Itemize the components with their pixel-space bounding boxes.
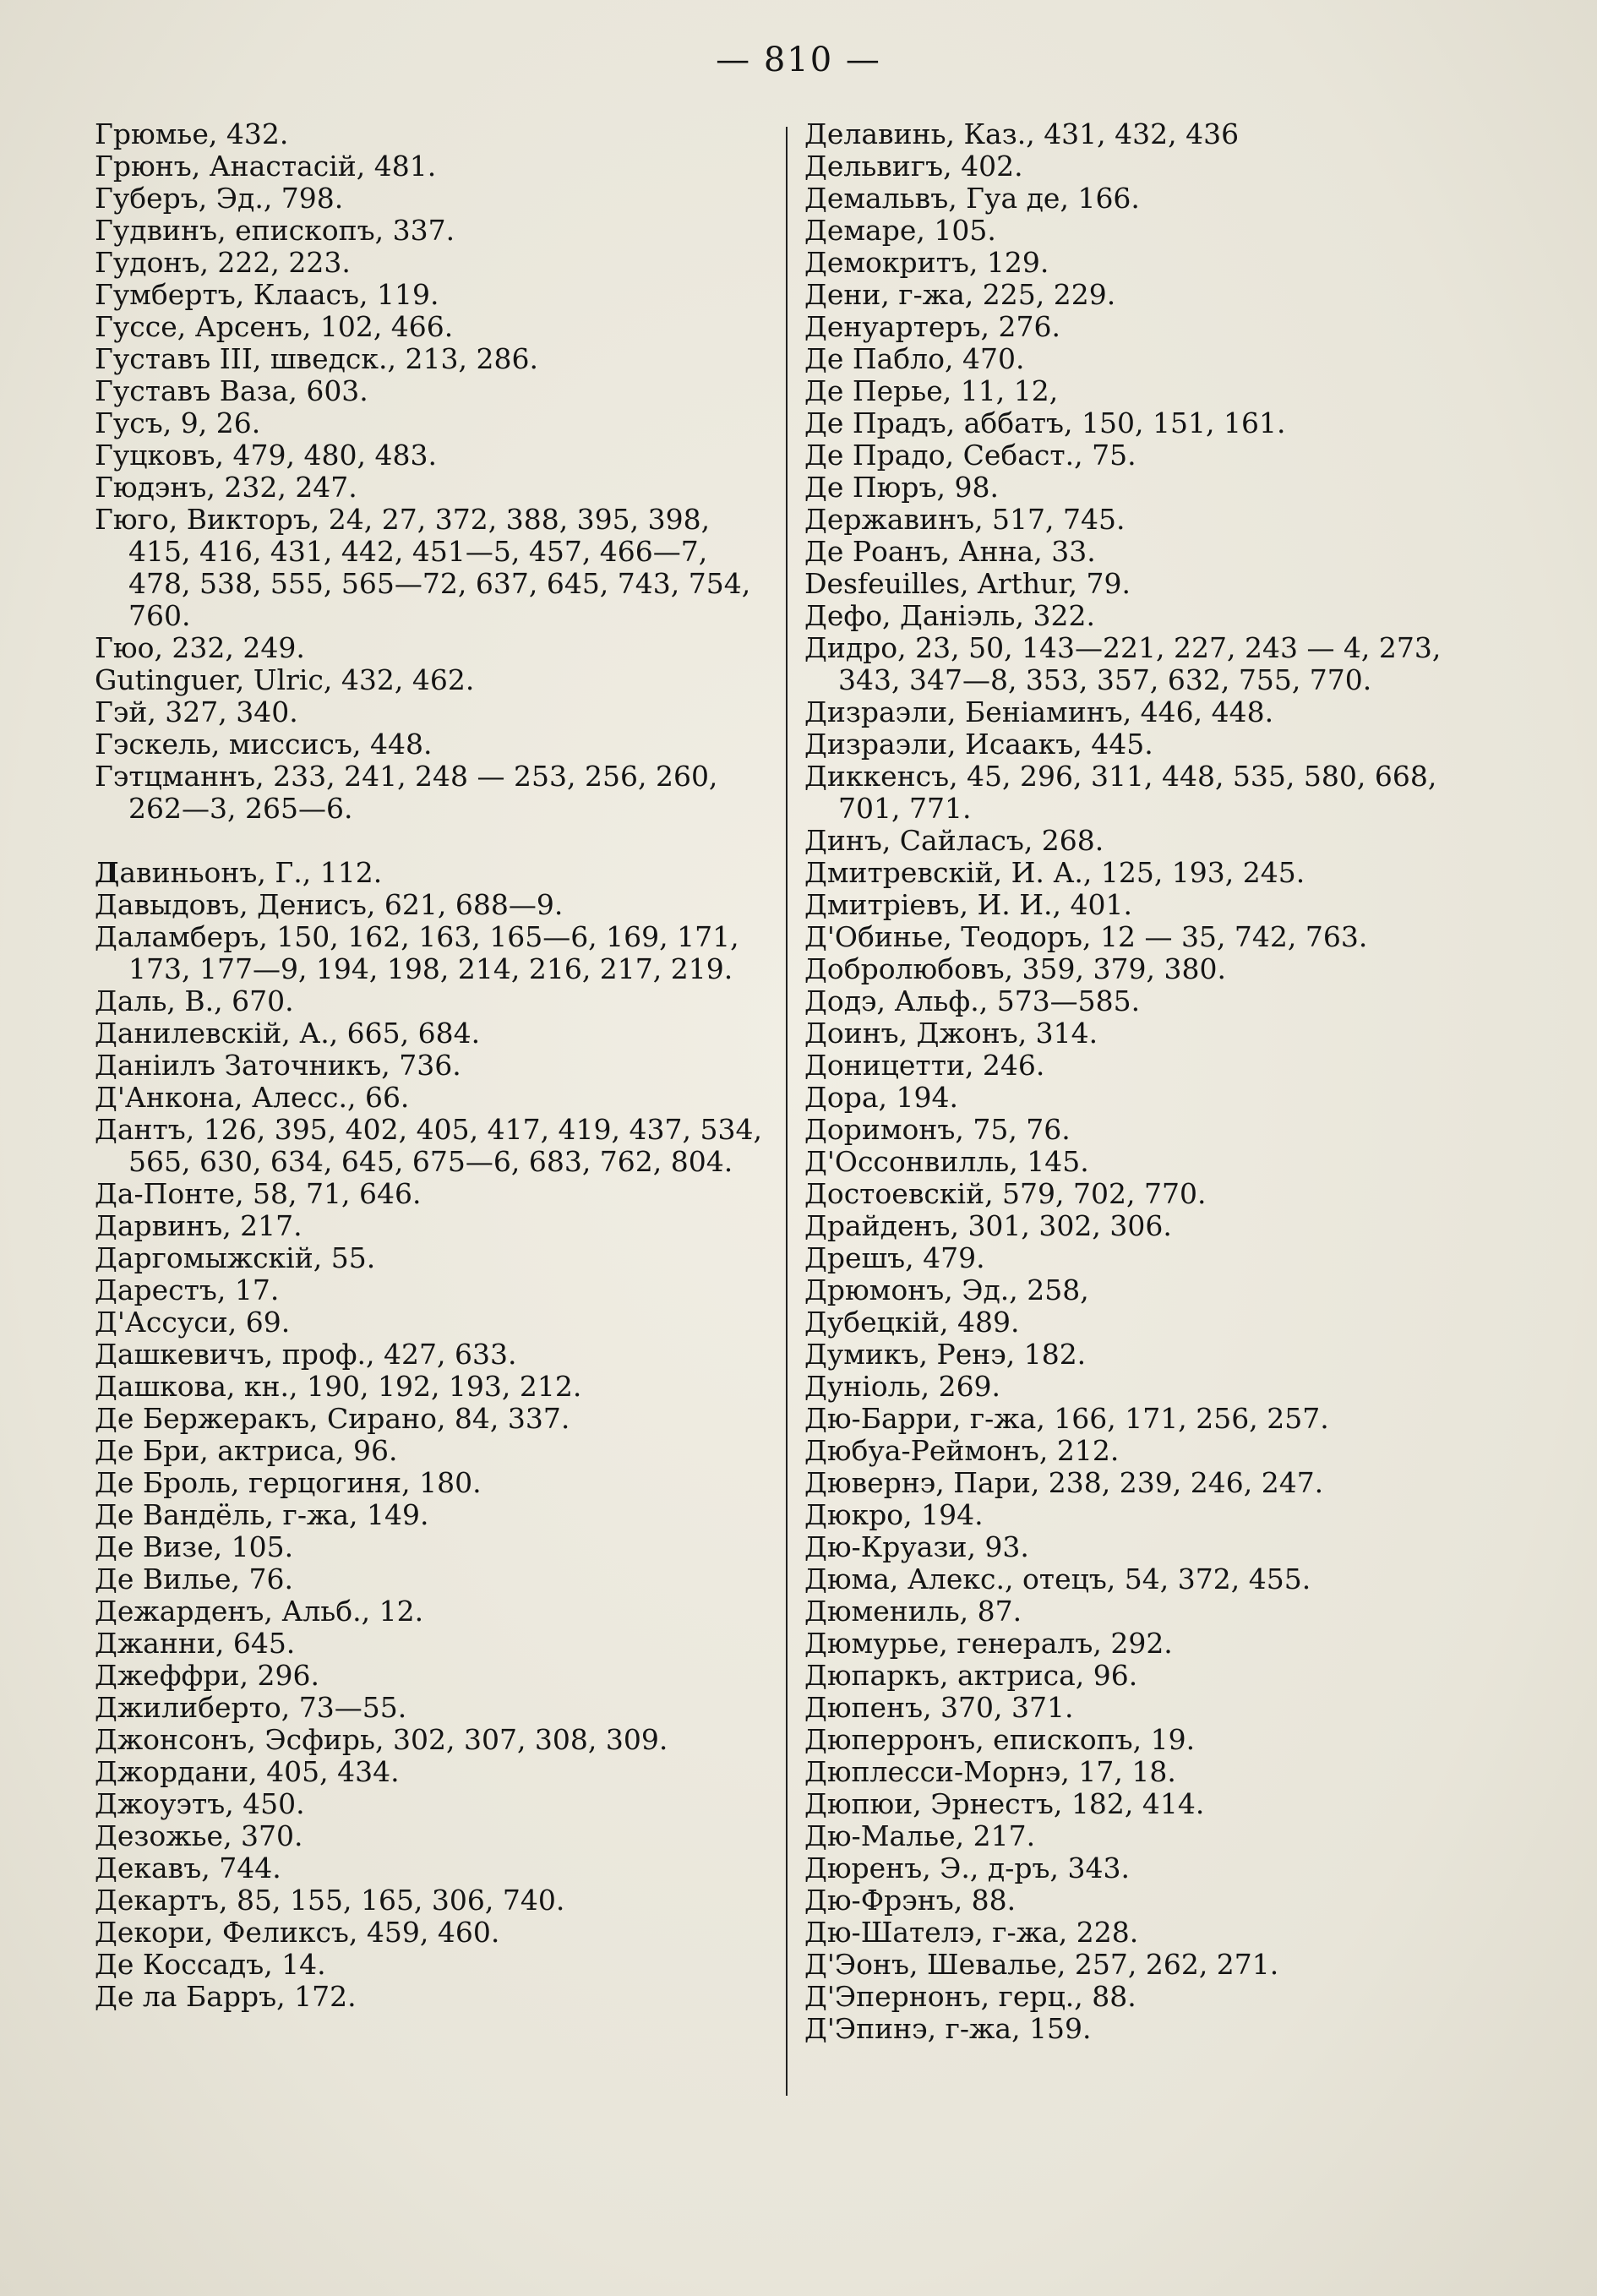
index-entry-text: Дю-Малье, 217. xyxy=(804,1819,1036,1852)
index-entry xyxy=(804,600,1506,632)
index-entry xyxy=(804,407,1506,439)
index-entry xyxy=(95,1724,771,1756)
index-entry-text: Демальвъ, Гуа де, 166. xyxy=(804,182,1140,215)
index-entry-text: Гэй, 327, 340. xyxy=(95,695,298,728)
index-entry-text: Дю-Круази, 93. xyxy=(804,1530,1029,1563)
index-entry-text: Губеръ, Эд., 798. xyxy=(95,182,344,215)
index-entry xyxy=(804,1082,1506,1114)
index-entry xyxy=(804,857,1506,889)
index-entry xyxy=(95,1371,771,1403)
index-entry-text: Дарвинъ, 217. xyxy=(95,1209,303,1242)
index-entry-text: Дюбуа-Реймонъ, 212. xyxy=(804,1434,1120,1467)
index-entry xyxy=(95,1050,771,1082)
index-entry-text: Дюмурье, генералъ, 292. xyxy=(804,1627,1173,1660)
index-entry xyxy=(804,1306,1506,1339)
index-entry xyxy=(804,215,1506,247)
index-entry-text: Думикъ, Ренэ, 182. xyxy=(804,1338,1087,1371)
index-entry xyxy=(95,343,771,375)
index-entry-text: Добролюбовъ, 359, 379, 380. xyxy=(804,952,1226,985)
index-entry xyxy=(804,1981,1506,2013)
index-entry xyxy=(95,1017,771,1050)
index-entry xyxy=(95,632,771,664)
index-entry-text: Д'Оссонвилль, 145. xyxy=(804,1145,1089,1178)
index-entry xyxy=(804,985,1506,1017)
index-entry xyxy=(95,1210,771,1242)
index-entry-text: Дефо, Даніэль, 322. xyxy=(804,599,1095,632)
index-entry xyxy=(95,1306,771,1339)
index-entry xyxy=(804,279,1506,311)
index-entry xyxy=(95,1595,771,1628)
index-entry xyxy=(95,1660,771,1692)
index-entry-text: Дмитревскій, И. А., 125, 193, 245. xyxy=(804,856,1305,889)
index-entry-text: Д'Обинье, Теодоръ, 12 — 35, 742, 763. xyxy=(804,920,1368,953)
index-entry-text: Густавъ Ваза, 603. xyxy=(95,374,368,407)
index-entry-text: Дю-Шателэ, г-жа, 228. xyxy=(804,1916,1139,1949)
index-entry-text: Джилиберто, 73—55. xyxy=(95,1691,407,1724)
index-entry xyxy=(95,1981,771,2013)
index-entry-text: Гудвинъ, епископъ, 337. xyxy=(95,214,455,247)
index-entry-text: Дезожье, 370. xyxy=(95,1819,303,1852)
index-entry-text: Дидро, 23, 50, 143—221, 227, 243 — 4, 273, 343, 347—8, 353, 357, 632, 755, 770. xyxy=(804,631,1442,696)
index-entry-text: Грюнъ, Анастасій, 481. xyxy=(95,150,437,183)
index-entry-text: Грюмье, 432. xyxy=(95,117,289,150)
index-entry-text: Декартъ, 85, 155, 165, 306, 740. xyxy=(95,1884,565,1917)
index-entry xyxy=(95,1499,771,1531)
column-divider xyxy=(786,127,788,2096)
index-entry-text: Гуссе, Арсенъ, 102, 466. xyxy=(95,310,454,343)
index-entry xyxy=(804,1371,1506,1403)
index-entry xyxy=(95,150,771,183)
index-entry xyxy=(95,504,771,632)
index-entry-text: Джоуэтъ, 450. xyxy=(95,1787,305,1820)
index-entry-text: Доницетти, 246. xyxy=(804,1049,1045,1082)
index-entry-text: Дюма, Алекс., отецъ, 54, 372, 455. xyxy=(804,1562,1311,1595)
index-entry xyxy=(804,439,1506,472)
index-entry xyxy=(804,728,1506,761)
index-entry-text: Де ла Барръ, 172. xyxy=(95,1980,357,2013)
index-entry-text: Де Перье, 11, 12, xyxy=(804,374,1059,407)
index-entry-text: Д'Анкона, Алесс., 66. xyxy=(95,1081,410,1114)
index-entry xyxy=(95,1628,771,1660)
index-entry xyxy=(95,696,771,728)
index-entry xyxy=(804,632,1506,696)
page-number: — 810 — xyxy=(716,41,881,79)
index-entry xyxy=(804,1050,1506,1082)
index-entry-text: Денуартеръ, 276. xyxy=(804,310,1060,343)
index-entry-text: авиньонъ, Г., 112. xyxy=(119,856,383,889)
index-entry-text: Доримонъ, 75, 76. xyxy=(804,1113,1071,1146)
index-entry-text: Джордани, 405, 434. xyxy=(95,1755,400,1788)
index-entry-text: Дю-Фрэнъ, 88. xyxy=(804,1884,1017,1917)
index-entry-text: Джеффри, 296. xyxy=(95,1659,319,1692)
index-entry-text: Де Роанъ, Анна, 33. xyxy=(804,535,1096,568)
section-gap xyxy=(95,825,771,857)
index-entry xyxy=(804,1917,1506,1949)
index-entry-text: Де Прадо, Себаст., 75. xyxy=(804,439,1136,472)
index-entry xyxy=(95,407,771,439)
index-entry xyxy=(95,1242,771,1274)
index-entry xyxy=(804,1692,1506,1724)
index-entry-text: Д'Эонъ, Шевалье, 257, 262, 271. xyxy=(804,1948,1279,1981)
index-entry xyxy=(95,889,771,921)
index-entry-text: Дмитріевъ, И. И., 401. xyxy=(804,888,1132,921)
index-entry xyxy=(804,1499,1506,1531)
index-entry-text: Дюплесси-Морнэ, 17, 18. xyxy=(804,1755,1176,1788)
index-entry xyxy=(95,1467,771,1499)
index-entry-text: Демаре, 105. xyxy=(804,214,996,247)
index-entry-text: Де Пабло, 470. xyxy=(804,342,1025,375)
index-entry-text: Гюдэнъ, 232, 247. xyxy=(95,471,357,504)
index-entry xyxy=(95,279,771,311)
index-entry xyxy=(804,1146,1506,1178)
index-entry xyxy=(95,1756,771,1788)
index-entry xyxy=(804,921,1506,953)
index-entry-text: Gutinguer, Ulric, 432, 462. xyxy=(95,663,475,696)
index-entry-text: Дюпюи, Эрнестъ, 182, 414. xyxy=(804,1787,1205,1820)
index-entry xyxy=(804,343,1506,375)
index-entry xyxy=(95,728,771,761)
index-entry-text: Диккенсъ, 45, 296, 311, 448, 535, 580, 668, 701, 771. xyxy=(804,760,1437,825)
index-entry-text: Данилевскій, А., 665, 684. xyxy=(95,1017,481,1050)
index-entry-text: Гумбертъ, Клаасъ, 119. xyxy=(95,278,439,311)
index-entry xyxy=(95,1852,771,1884)
index-entry xyxy=(95,1531,771,1563)
index-entry-text: Дюмениль, 87. xyxy=(804,1595,1022,1628)
index-entry xyxy=(804,1884,1506,1917)
index-entry-text: Де Прадъ, аббатъ, 150, 151, 161. xyxy=(804,406,1286,439)
index-entry-text: Даламберъ, 150, 162, 163, 165—6, 169, 171, 173, 177—9, 194, 198, 214, 216, 217, 219. xyxy=(95,920,739,985)
index-entry xyxy=(804,1242,1506,1274)
index-entry xyxy=(95,1692,771,1724)
index-entry xyxy=(95,1563,771,1595)
index-entry-text: Дюпаркъ, актриса, 96. xyxy=(804,1659,1138,1692)
index-entry-text: Desfeuilles, Arthur, 79. xyxy=(804,567,1131,600)
index-entry xyxy=(804,696,1506,728)
index-entry xyxy=(804,1403,1506,1435)
index-entry xyxy=(95,1082,771,1114)
index-entry xyxy=(95,921,771,985)
index-entry-text: Д'Эпернонъ, герц., 88. xyxy=(804,1980,1136,2013)
index-entry xyxy=(95,1820,771,1852)
index-entry xyxy=(95,118,771,150)
index-entry xyxy=(804,1820,1506,1852)
index-entry-text: Дрюмонъ, Эд., 258, xyxy=(804,1273,1089,1306)
index-entry-text: Дубецкій, 489. xyxy=(804,1306,1020,1339)
index-entry-text: Додэ, Альф., 573—585. xyxy=(804,984,1141,1017)
index-entry xyxy=(95,472,771,504)
index-entry xyxy=(804,536,1506,568)
index-entry-text: Д'Ассуси, 69. xyxy=(95,1306,291,1339)
index-entry xyxy=(804,472,1506,504)
index-entry-text: Гюго, Викторъ, 24, 27, 372, 388, 395, 398, 415, 416, 431, 442, 451—5, 457, 466—7, 478, 538, 555, 565—72, 637, 645, 743, 754, 760. xyxy=(95,503,751,632)
index-entry xyxy=(95,183,771,215)
index-entry-text: Доинъ, Джонъ, 314. xyxy=(804,1017,1098,1050)
index-entry xyxy=(95,1403,771,1435)
index-entry xyxy=(804,1435,1506,1467)
index-entry xyxy=(804,1788,1506,1820)
index-entry xyxy=(804,1595,1506,1628)
index-column-left xyxy=(95,118,771,2013)
index-entry-text: Дарестъ, 17. xyxy=(95,1273,280,1306)
index-entry xyxy=(804,2013,1506,2045)
index-entry xyxy=(95,375,771,407)
index-entry xyxy=(95,1274,771,1306)
index-entry xyxy=(95,761,771,825)
index-entry-text: Гэскель, миссисъ, 448. xyxy=(95,728,433,761)
index-entry-text: Гуцковъ, 479, 480, 483. xyxy=(95,439,437,472)
index-entry-text: Давыдовъ, Денисъ, 621, 688—9. xyxy=(95,888,564,921)
index-entry-text: Де Коссадъ, 14. xyxy=(95,1948,326,1981)
index-entry-text: Дюкро, 194. xyxy=(804,1498,984,1531)
index-entry xyxy=(804,1274,1506,1306)
index-entry-text: Джонсонъ, Эсфирь, 302, 307, 308, 309. xyxy=(95,1723,668,1756)
index-entry xyxy=(804,1660,1506,1692)
index-entry xyxy=(95,1435,771,1467)
index-entry xyxy=(95,1788,771,1820)
index-entry-text: Даль, В., 670. xyxy=(95,984,294,1017)
index-entry-text: Даніилъ Заточникъ, 736. xyxy=(95,1049,461,1082)
index-entry xyxy=(95,1949,771,1981)
index-entry xyxy=(804,311,1506,343)
index-entry-text: Гудонъ, 222, 223. xyxy=(95,246,351,279)
index-entry xyxy=(804,1756,1506,1788)
index-entry xyxy=(804,825,1506,857)
index-entry-text: Дежарденъ, Альб., 12. xyxy=(95,1595,424,1628)
index-entry xyxy=(804,568,1506,600)
index-entry-text: Де Вилье, 76. xyxy=(95,1562,294,1595)
index-entry-text: Дю-Барри, г-жа, 166, 171, 256, 257. xyxy=(804,1402,1329,1435)
index-entry-text: Де Броль, герцогиня, 180. xyxy=(95,1466,482,1499)
index-entry-text: Гэтцманнъ, 233, 241, 248 — 253, 256, 260, 262—3, 265—6. xyxy=(95,760,718,825)
index-entry-text: Дюперронъ, епископъ, 19. xyxy=(804,1723,1196,1756)
index-entry-text: Де Бри, актриса, 96. xyxy=(95,1434,398,1467)
index-entry-text: Даргомыжскій, 55. xyxy=(95,1241,376,1274)
index-entry xyxy=(804,150,1506,183)
index-entry-text: Державинъ, 517, 745. xyxy=(804,503,1126,536)
index-entry xyxy=(804,1724,1506,1756)
index-entry xyxy=(804,1563,1506,1595)
index-entry xyxy=(804,889,1506,921)
index-entry-text: Де Визе, 105. xyxy=(95,1530,294,1563)
index-entry xyxy=(95,664,771,696)
index-entry xyxy=(804,504,1506,536)
index-entry xyxy=(804,183,1506,215)
index-entry xyxy=(804,247,1506,279)
index-entry xyxy=(804,761,1506,825)
index-entry-text: Джанни, 645. xyxy=(95,1627,296,1660)
index-entry-text: Густавъ III, шведск., 213, 286. xyxy=(95,342,538,375)
index-entry xyxy=(804,1017,1506,1050)
index-entry-text: Дювернэ, Пари, 238, 239, 246, 247. xyxy=(804,1466,1324,1499)
index-entry xyxy=(95,1178,771,1210)
index-entry-text: Дизраэли, Беніаминъ, 446, 448. xyxy=(804,695,1274,728)
index-entry xyxy=(804,1949,1506,1981)
index-entry xyxy=(804,1628,1506,1660)
index-entry xyxy=(95,985,771,1017)
index-entry xyxy=(95,1884,771,1917)
index-entry-text: Дашкова, кн., 190, 192, 193, 212. xyxy=(95,1370,582,1403)
index-entry-text: Декавъ, 744. xyxy=(95,1852,281,1884)
index-entry-text: Декори, Феликсъ, 459, 460. xyxy=(95,1916,500,1949)
index-entry-text: Д'Эпинэ, г-жа, 159. xyxy=(804,2012,1092,2045)
index-entry xyxy=(95,439,771,472)
index-entry xyxy=(95,1339,771,1371)
index-entry-text: Дюпенъ, 370, 371. xyxy=(804,1691,1074,1724)
index-entry xyxy=(95,1114,771,1178)
index-entry-text: Дуніоль, 269. xyxy=(804,1370,1001,1403)
index-entry xyxy=(95,311,771,343)
index-entry-text: Драйденъ, 301, 302, 306. xyxy=(804,1209,1172,1242)
index-entry xyxy=(804,1178,1506,1210)
index-entry xyxy=(804,375,1506,407)
index-entry xyxy=(804,1339,1506,1371)
index-entry-text: Дора, 194. xyxy=(804,1081,958,1114)
index-entry xyxy=(804,1531,1506,1563)
index-entry-text: Де Бержеракъ, Сирано, 84, 337. xyxy=(95,1402,570,1435)
index-entry-text: Де Пюръ, 98. xyxy=(804,471,999,504)
index-entry-text: Де Вандёль, г-жа, 149. xyxy=(95,1498,429,1531)
index-entry xyxy=(95,1917,771,1949)
index-entry-text: Дени, г-жа, 225, 229. xyxy=(804,278,1116,311)
index-entry-text: Дюренъ, Э., д-ръ, 343. xyxy=(804,1852,1130,1884)
index-entry xyxy=(804,1114,1506,1146)
index-entry xyxy=(804,1852,1506,1884)
index-entry-text: Гусъ, 9, 26. xyxy=(95,406,261,439)
index-entry xyxy=(804,1210,1506,1242)
index-entry-text: Дизраэли, Исаакъ, 445. xyxy=(804,728,1153,761)
index-entry-text: Дрешъ, 479. xyxy=(804,1241,985,1274)
index-entry xyxy=(95,215,771,247)
index-entry-text: Динъ, Сайласъ, 268. xyxy=(804,824,1104,857)
index-entry-text: Дельвигъ, 402. xyxy=(804,150,1023,183)
index-entry-text: Дашкевичъ, проф., 427, 633. xyxy=(95,1338,517,1371)
index-entry-text: Дантъ, 126, 395, 402, 405, 417, 419, 437, 534, 565, 630, 634, 645, 675—6, 683, 762, 804. xyxy=(95,1113,762,1178)
index-entry xyxy=(804,1467,1506,1499)
section-initial: Д xyxy=(95,856,120,889)
index-entry-text: Да-Понте, 58, 71, 646. xyxy=(95,1177,422,1210)
index-entry-text: Достоевскій, 579, 702, 770. xyxy=(804,1177,1207,1210)
index-entry-text: Делавинь, Каз., 431, 432, 436 xyxy=(804,117,1240,150)
index-entry-text: Демокритъ, 129. xyxy=(804,246,1049,279)
index-entry xyxy=(95,857,771,889)
index-entry-text: Гюо, 232, 249. xyxy=(95,631,305,664)
index-entry xyxy=(95,247,771,279)
index-entry xyxy=(804,118,1506,150)
index-entry xyxy=(804,953,1506,985)
index-column-right xyxy=(804,118,1506,2045)
